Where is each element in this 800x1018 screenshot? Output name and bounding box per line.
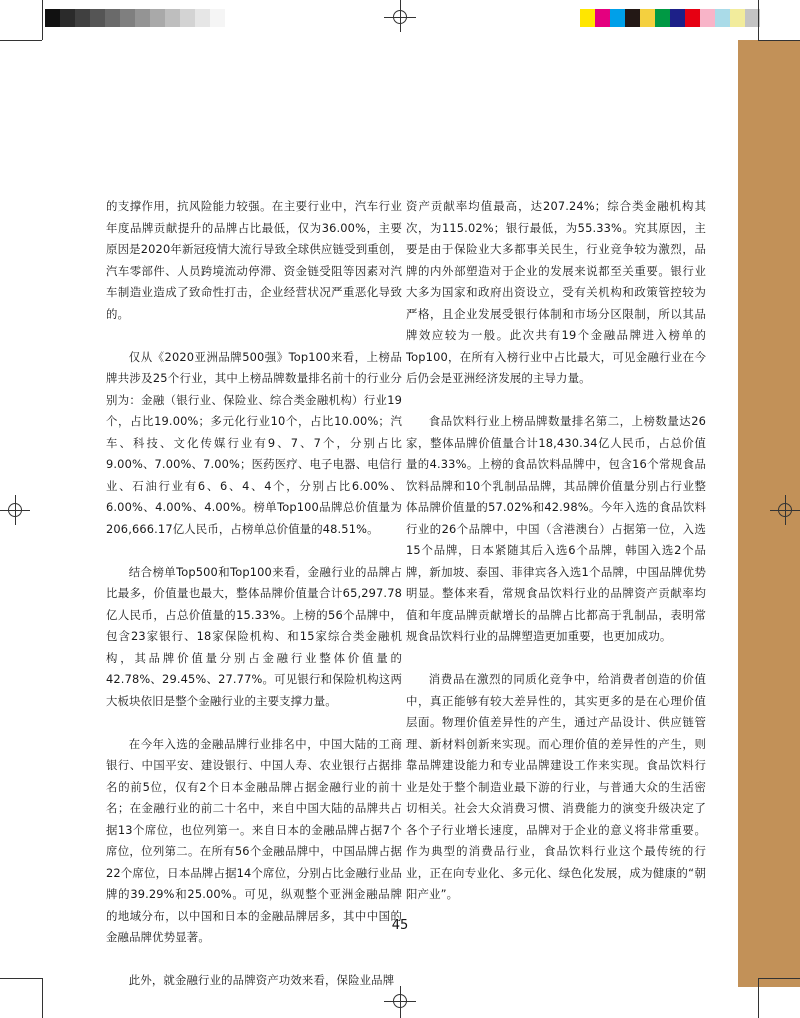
calibration-swatch [700, 9, 715, 27]
calibration-swatch [90, 9, 105, 27]
calibration-swatch [75, 9, 90, 27]
right-text-column [406, 196, 706, 927]
calibration-swatch [580, 9, 595, 27]
paragraph: 仅从《2020亚洲品牌500强》Top100来看，上榜品牌共涉及25个行业，其中上榜品牌数量排名前十的行业分别为：金融（银行业、保险业、综合类金融机构）行业19个，占比19.00%；多元化行业10个，占比10.00%；汽车、科技、文化传媒行业有9、7、7个，分别占比9.00%、7.00%、7.00%；医药医疗、电子电器、电信行业、石油行业有6、6、4、4个，分别占比6.00%、6.00%、4.00%、4.00%。榜单Top100品牌总价值量为206,666.17亿人民币，占榜单总价值量的48.51%。 [106, 349, 402, 536]
calibration-swatch [195, 9, 210, 27]
calibration-swatch [60, 9, 75, 27]
crop-mark [42, 978, 43, 1018]
calibration-swatch [210, 9, 225, 27]
crop-mark [758, 978, 800, 979]
crop-mark [758, 0, 759, 40]
calibration-swatch [715, 9, 730, 27]
crop-mark [785, 495, 786, 525]
calibration-swatch [625, 9, 640, 27]
paragraph: 此外，就金融行业的品牌资产功效来看，保险业品牌 [128, 973, 395, 987]
calibration-swatch [640, 9, 655, 27]
paragraph: 消费品在激烈的同质化竞争中，给消费者创造的价值中，真正能够有较大差异性的，其实更多的是在心理价值层面。物理价值差异性的产生，通过产品设计、供应链管理、新材料创新来实现。而心理价值的差异性的产生，则靠品牌建设能力和专业品牌建设工作来实现。食品饮料行业是处于整个制造业最下游的行业，与普通大众的生活密切相关。社会大众消费习惯、消费能力的演变升级决定了各个子行业增长速度，品牌对于企业的意义将非常重要。作为典型的消费品行业，食品饮料行业这个最传统的行业，正在向专业化、多元化、绿色化发展，成为健康的“朝阳产业”。 [406, 672, 706, 901]
calibration-swatch [655, 9, 670, 27]
calibration-swatch [595, 9, 610, 27]
crop-mark [384, 17, 416, 18]
calibration-swatch [730, 9, 745, 27]
left-text-column [106, 196, 402, 1013]
gray-calibration-bar [45, 9, 225, 27]
calibration-swatch [150, 9, 165, 27]
calibration-swatch [685, 9, 700, 27]
crop-mark [0, 40, 42, 41]
crop-mark [400, 0, 401, 32]
calibration-swatch [105, 9, 120, 27]
paragraph: 在今年入选的金融品牌行业排名中，中国大陆的工商银行、中国平安、建设银行、中国人寿、农业银行占据排名的前5位，仅有2个日本金融品牌占据金融行业的前十名；在金融行业的前二十名中，来自中国大陆的品牌共占据13个席位，也位列第一。来自日本的金融品牌占据7个席位，位列第二。在所有56个金融品牌中，中国品牌占据22个席位，日本品牌占据14个席位，分别占比金融行业品牌的39.29%和25.00%。可见，纵观整个亚洲金融品牌的地域分布，以中国和日本的金融品牌居多，其中中国的金融品牌优势显著。 [106, 736, 402, 944]
color-calibration-bar [580, 9, 760, 27]
crop-mark [0, 978, 42, 979]
crop-mark [42, 0, 43, 40]
calibration-swatch [610, 9, 625, 27]
calibration-swatch [120, 9, 135, 27]
calibration-swatch [165, 9, 180, 27]
crop-mark [758, 978, 759, 1018]
paragraph: 资产贡献率均值最高，达207.24%；综合类金融机构其次，为115.02%；银行最低，为55.33%。究其原因，主要是由于保险业大多都事关民生，行业竞争较为激烈，品牌的内外部塑造对于企业的发展来说都至关重要。银行业大多为国家和政府出资设立，受有关机构和政策管控较为严格，且企业发展受银行体制和市场分区限制，所以其品牌效应较为一般。此次共有19个金融品牌进入榜单的Top100，在所有入榜行业中占比最大，可见金融行业在今后仍会是亚洲经济发展的主导力量。 [406, 199, 706, 385]
calibration-swatch [45, 9, 60, 27]
paragraph: 结合榜单Top500和Top100来看，金融行业的品牌占比最多，价值量也最大，整体品牌价值量合计65,297.78亿人民币，占总价值量的15.33%。上榜的56个品牌中，包含23家银行、18家保险机构、和15家综合类金融机构，其品牌价值量分别占金融行业整体价值量的42.78%、29.45%、27.77%。可见银行和保险机构这两大板块依旧是整个金融行业的主要支撑力量。 [106, 564, 402, 708]
calibration-swatch [670, 9, 685, 27]
crop-mark [15, 495, 16, 525]
paragraph: 食品饮料行业上榜品牌数量排名第二，上榜数量达26家，整体品牌价值量合计18,430.34亿人民币，占总价值量的4.33%。上榜的食品饮料品牌中，包含16个常规食品饮料品牌和10个乳制品品牌，其品牌价值量分别占行业整体品牌价值量的57.02%和42.98%。今年入选的食品饮料行业的26个品牌中，中国（含港澳台）占据第一位，入选15个品牌，日本紧随其后入选6个品牌，韩国入选2个品牌，新加坡、泰国、菲律宾各入选1个品牌，中国品牌优势明显。整体来看，常规食品饮料行业的品牌资产贡献率均值和年度品牌贡献增长的品牌占比都高于乳制品，表明常规食品饮料行业的品牌塑造更加重要，也更加成功。 [406, 414, 706, 643]
crop-mark [758, 40, 800, 41]
calibration-swatch [135, 9, 150, 27]
page-number: 45 [391, 918, 409, 933]
calibration-swatch [180, 9, 195, 27]
paragraph: 的支撑作用，抗风险能力较强。在主要行业中，汽车行业年度品牌贡献提升的品牌占比最低，仅为36.00%，主要原因是2020年新冠疫情大流行导致全球供应链受到重创，汽车零部件、人员跨境流动停滞、资金链受阻等因素对汽车制造业造成了致命性打击，企业经营状况严重恶化导致的。 [106, 199, 402, 321]
